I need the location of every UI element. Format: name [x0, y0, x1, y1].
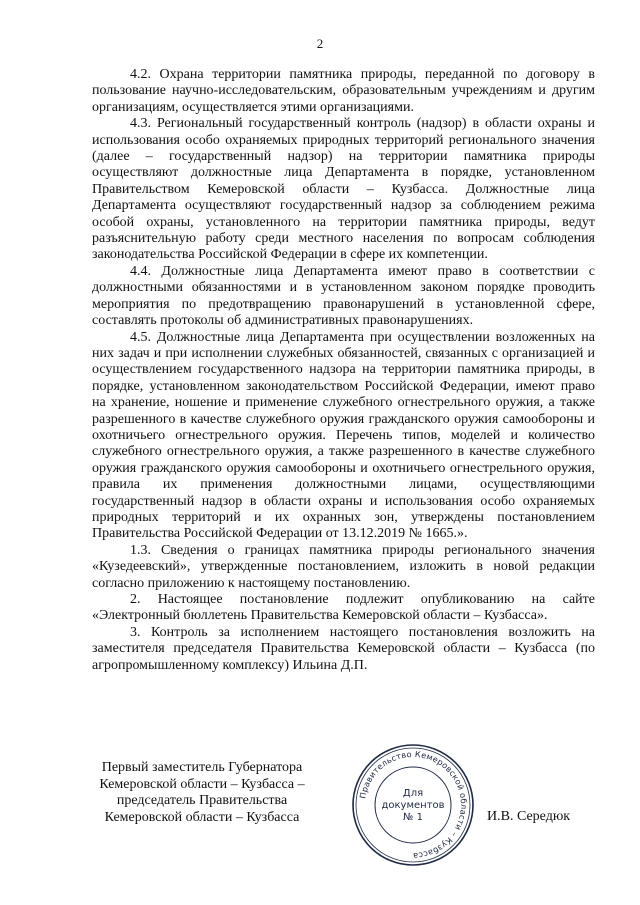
page-number: 2: [316, 36, 324, 51]
position-line: Кемеровской области – Кузбасса: [104, 809, 300, 825]
paragraph-4-5: 4.5. Должностные лица Департамента при осуществлении возложенных на них задач и при исполнении служебных обязанностей, связанных с организацией и осуществлением государственного надзора на территории памятника природы, в порядке, установленном законодательством Российской Федерации, имеют право на хранение, ношение и применение служебного огнестрельного оружия, а также разрешенного в качестве служебного оружия гражданского оружия самообороны и охотничьего огнестрельного оружия. Перечень типов, моделей и количество служебного огнестрельного оружия, а также разрешенного в качестве служебного оружия гражданского оружия самообороны и охотничьего огнестрельного оружия, правила их применения должностными лицами, осуществляющими государственный надзор в области охраны и использования особо охраняемых природных территорий и их охранных зон, утверждены постановлением Правительства Российской Федерации от 13.12.2019 № 1665.».: [92, 329, 595, 542]
stamp-center-line: Для: [402, 788, 424, 799]
signatory-name: И.В. Середюк: [487, 809, 571, 824]
paragraph-1-3: 1.3. Сведения о границах памятника природы регионального значения «Кузедеевский», утвержденные постановлением, изложить в новой редакции согласно приложению к настоящему постановлению.: [92, 542, 595, 591]
paragraph-2: 2. Настоящее постановление подлежит опубликованию на сайте «Электронный бюллетень Правительства Кемеровской области – Кузбасса».: [92, 592, 595, 624]
document-body: [92, 67, 595, 674]
paragraph-4-4: 4.4. Должностные лица Департамента имеют право в соответствии с должностными обязанностями и в установленном законом порядке проводить мероприятия по предотвращению правонарушений в установленной сфере, составлять протоколы об административных правонарушениях.: [92, 263, 595, 329]
stamp-center-line: документов: [381, 800, 445, 811]
position-line: председатель Правительства: [116, 793, 288, 809]
stamp-ring-text: Правительство Кемеровской области – Кузбасса: [357, 748, 470, 862]
position-line: Первый заместитель Губернатора: [101, 760, 303, 775]
stamp-center-line: № 1: [403, 812, 423, 823]
paragraph-4-3: 4.3. Региональный государственный контроль (надзор) в области охраны и использования особо охраняемых природных территорий регионального значения (далее – государственный надзор) на территории памятника природы осуществляют должностные лица Департамента в порядке, установленном Правительством Кемеровской области – Кузбасса. Должностные лица Департамента осуществляют государственный надзор за соблюдением режима особой охраны, установленного на территории памятника природы, ведут разъяснительную работу среди местного населения по вопросам соблюдения законодательства Российской Федерации в сфере их компетенции.: [92, 116, 595, 263]
paragraph-4-2: 4.2. Охрана территории памятника природы, переданной по договору в пользование научно-исследовательским, образовательным учреждениям и другим организациям, осуществляется этими организациями.: [92, 67, 595, 115]
paragraph-3: 3. Контроль за исполнением настоящего постановления возложить на заместителя председателя Правительства Кемеровской области – Кузбасса (по агропромышленному комплексу) Ильина Д.П.: [92, 624, 595, 673]
signatory-position: [82, 760, 322, 826]
official-stamp: [351, 743, 475, 867]
position-line: Кемеровской области – Кузбасса –: [99, 776, 305, 792]
